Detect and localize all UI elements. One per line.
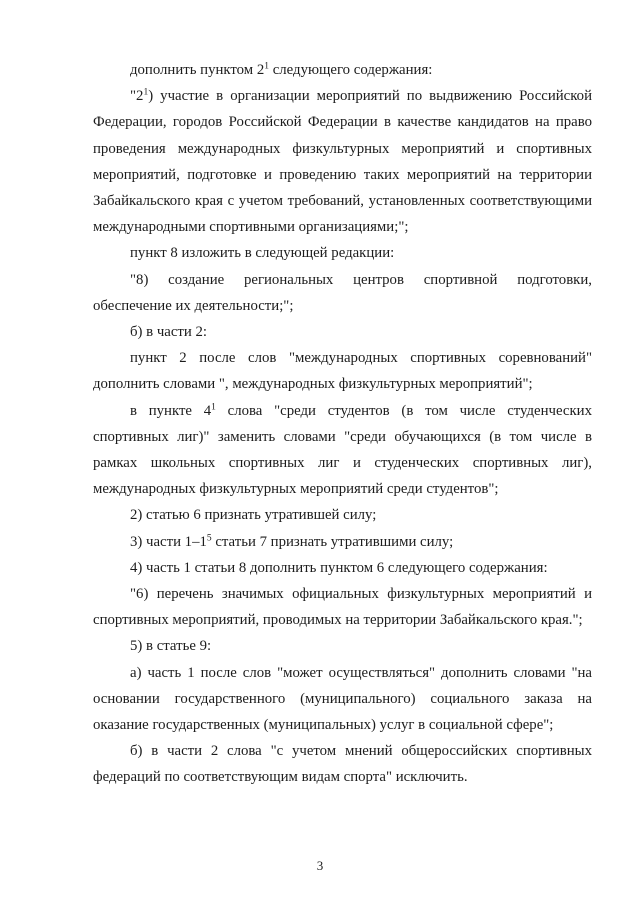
paragraph: б) в части 2 слова "с учетом мнений общероссийских спортивных федераций по соответствующим видам спорта" исключить. (93, 743, 592, 786)
paragraph: "6) перечень значимых официальных физкультурных мероприятий и спортивных мероприятий, проводимых на территории Забайкальского края."; (93, 586, 592, 629)
paragraph: дополнить пунктом $2^1$ следующего содержания: (130, 61, 433, 78)
paragraph: 2) статью 6 признать утратившей силу; (130, 507, 377, 524)
paragraph: 4) часть 1 статьи 8 дополнить пунктом 6 следующего содержания: (130, 559, 548, 576)
paragraph: "$2^1$) участие в организации мероприятий по выдвижению Российской Федерации, городов Российской Федерации в качестве кандидатов на право проведения международных физкультурных мероприятий и спортивных мероприятий, подготовке и проведению таких мероприятий на территории Забайкальского края с учетом требований, установленных соответствующими международными спортивными организациями;"; (93, 87, 592, 236)
page-number: 3 (316, 858, 324, 873)
paragraph: б) в части 2: (130, 324, 208, 341)
paragraph: 3) части $1-1^5$ статьи 7 признать утратившими силу; (130, 533, 454, 550)
paragraph: пункт 8 изложить в следующей редакции: (130, 245, 395, 262)
paragraph: а) часть 1 после слов "может осуществляться" дополнить словами "на основании государственного (муниципального) социального заказа на оказание государственных (муниципальных) услуг в социальной сфере"; (93, 664, 592, 734)
document-body (93, 57, 592, 791)
paragraph: пункт 2 после слов "международных спортивных соревнований" дополнить словами ", международных физкультурных мероприятий"; (93, 350, 592, 393)
paragraph: "8) создание региональных центров спортивной подготовки, обеспечение их деятельности;"; (93, 271, 592, 314)
paragraph: 5) в статье 9: (130, 638, 212, 655)
paragraph: в пункте $4^1$ слова "среди студентов (в том числе студенческих спортивных лиг)" заменить словами "среди обучающихся (в том числе в рамках школьных спортивных лиг и студенческих спортивных лиг), международных физкультурных мероприятий среди студентов"; (93, 402, 592, 498)
